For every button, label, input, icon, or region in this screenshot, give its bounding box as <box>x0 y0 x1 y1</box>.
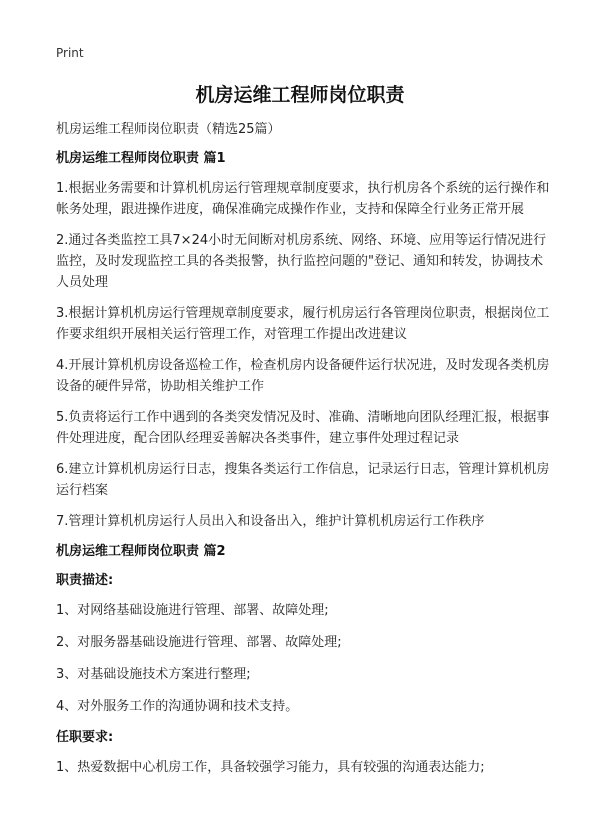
duty-item: 1、对网络基础设施进行管理、部署、故障处理; <box>56 603 329 618</box>
requirement-item: 1、热爱数据中心机房工作，具备较强学习能力，具有较强的沟通表达能力; <box>56 760 485 775</box>
duty-item: 4、对外服务工作的沟通协调和技术支持。 <box>56 699 299 714</box>
duties-heading: 职责描述: <box>56 573 114 588</box>
print-label: Print <box>56 46 84 60</box>
duty-item: 2、对服务器基础设施进行管理、部署、故障处理; <box>56 635 342 650</box>
section-2-heading: 机房运维工程师岗位职责 篇2 <box>56 544 226 559</box>
section-1-item: 3.根据计算机机房运行管理规章制度要求，履行机房运行各管理岗位职责，根据岗位工作要求组织开展相关运行管理工作，对管理工作提出改进建议 <box>56 306 550 342</box>
section-1-item: 7.管理计算机机房运行人员出入和设备出入，维护计算机机房运行工作秩序 <box>56 514 485 529</box>
document-subtitle: 机房运维工程师岗位职责（精选25篇） <box>56 122 281 137</box>
requirements-heading: 任职要求: <box>56 730 114 745</box>
duty-item: 3、对基础设施技术方案进行整理; <box>56 667 251 682</box>
section-1-item: 6.建立计算机机房运行日志，搜集各类运行工作信息，记录运行日志，管理计算机机房运行档案 <box>56 462 550 498</box>
section-1-item: 2.通过各类监控工具7×24小时无间断对机房系统、网络、环境、应用等运行情况进行监控，及时发现监控工具的各类报警，执行监控问题的"登记、通知和转发，协调技术人员处理 <box>56 233 547 290</box>
document-body <box>56 120 552 789</box>
section-1-item: 5.负责将运行工作中遇到的各类突发情况及时、准确、清晰地向团队经理汇报，根据事件处理进度，配合团队经理妥善解决各类事件，建立事件处理过程记录 <box>56 410 550 446</box>
section-1-item: 1.根据业务需要和计算机机房运行管理规章制度要求，执行机房各个系统的运行操作和帐务处理，跟进操作进度，确保准确完成操作作业，支持和保障全行业务正常开展 <box>56 181 550 217</box>
section-1-heading: 机房运维工程师岗位职责 篇1 <box>56 151 226 166</box>
page-title: 机房运维工程师岗位职责 <box>195 84 405 106</box>
section-1-item: 4.开展计算机机房设备巡检工作，检查机房内设备硬件运行状况进，及时发现各类机房设备的硬件异常，协助相关维护工作 <box>56 358 550 394</box>
